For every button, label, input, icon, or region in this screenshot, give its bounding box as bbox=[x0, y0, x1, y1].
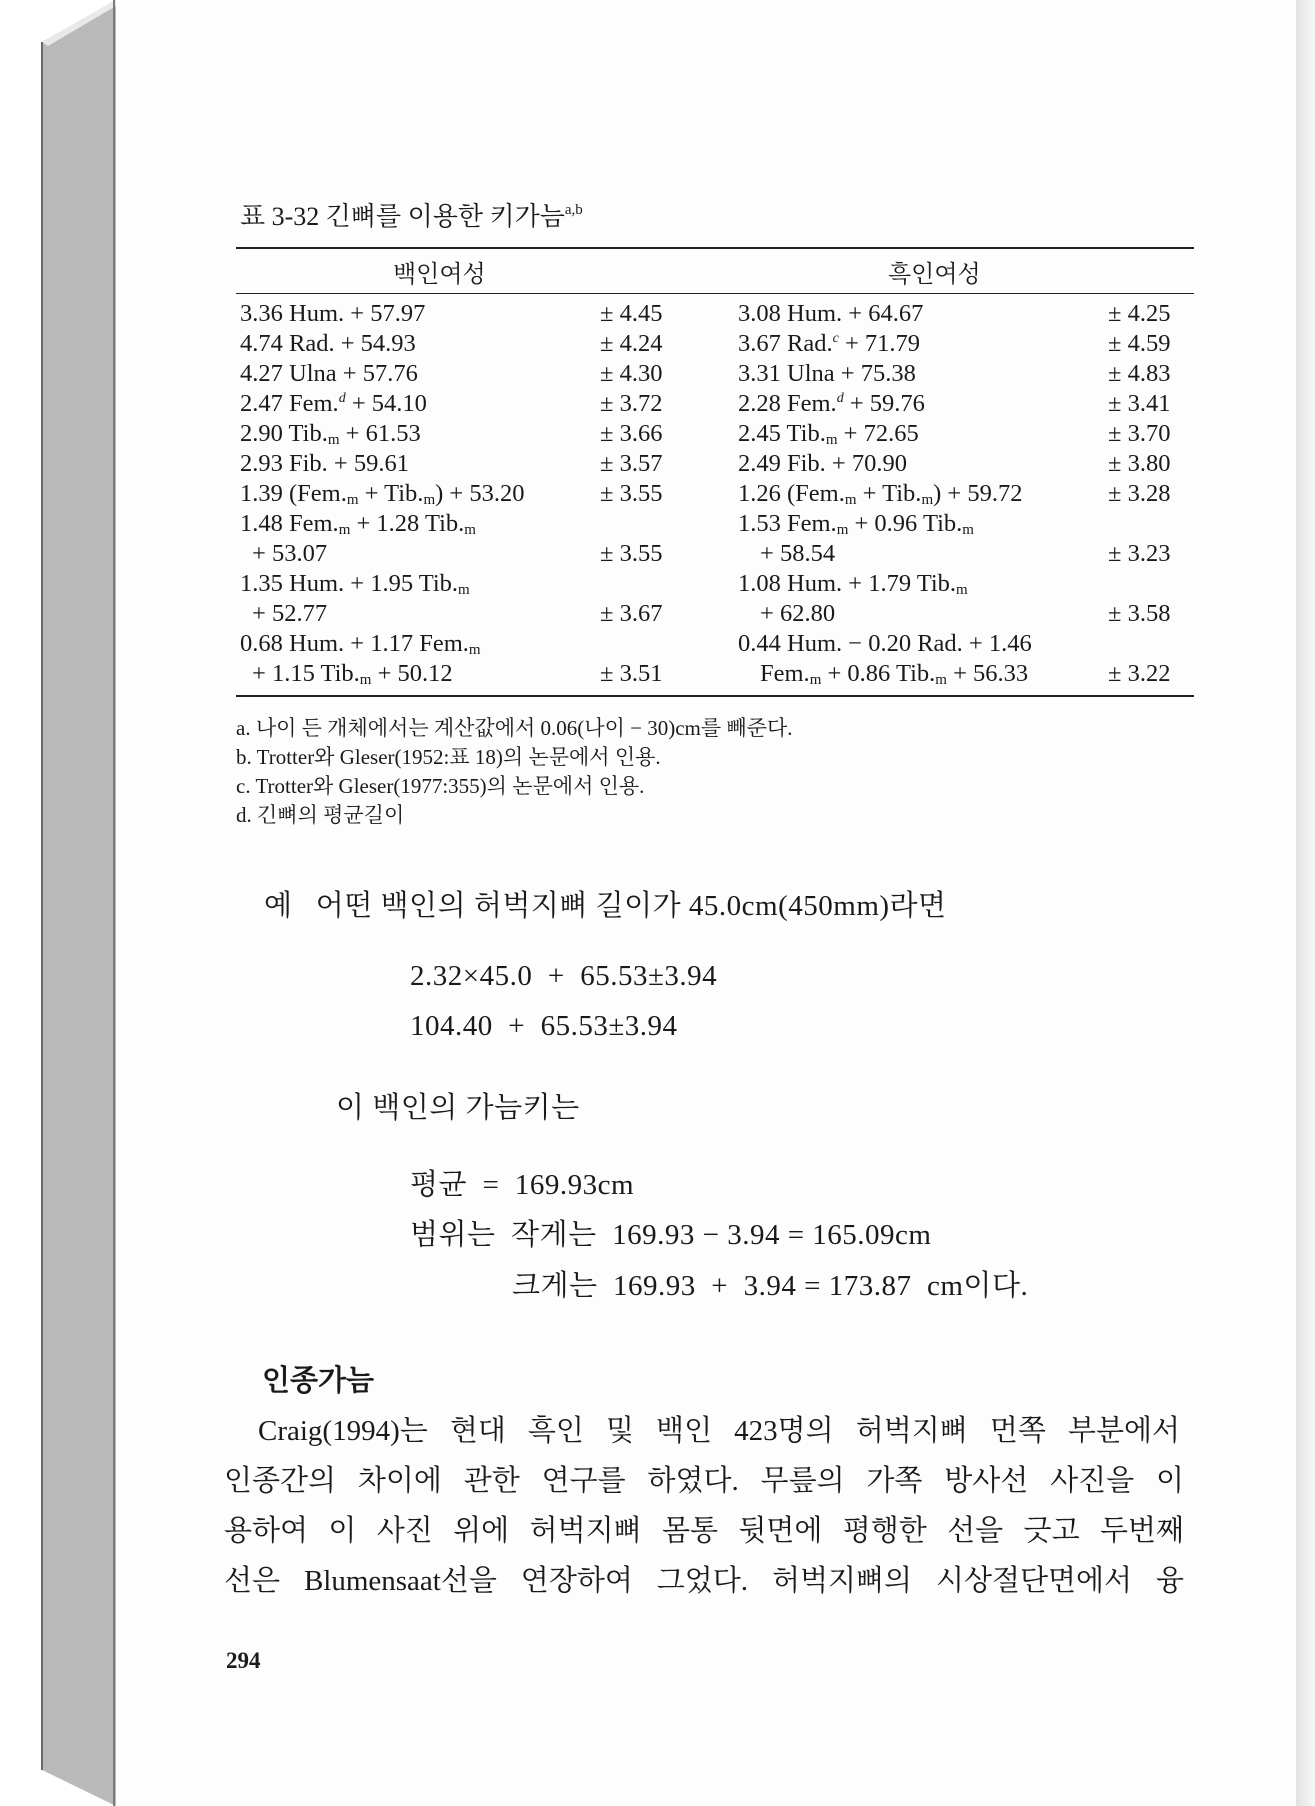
left-equation-cell: 2.47 Fem.$^d$ + 54.10 bbox=[240, 390, 427, 417]
left-equation-cell: 4.74 Rad. + 54.93 bbox=[240, 330, 416, 357]
left-equation-cell: 3.36 Hum. + 57.97 bbox=[240, 300, 426, 327]
right-error-cell: ± 4.83 bbox=[1108, 360, 1171, 387]
left-error-cell: ± 3.67 bbox=[600, 600, 663, 627]
example-mean: 평균 = 169.93cm bbox=[410, 1169, 635, 1201]
right-equation-cell: 2.45 $Tib._m + 72.65$ bbox=[738, 420, 919, 448]
table-row bbox=[0, 480, 1315, 510]
paragraph-line: 인종간의 차이에 관한 연구를 하였다. 무릎의 가쪽 방사선 사진을 이 bbox=[224, 1465, 1184, 1497]
paragraph-line: 선은 Blumensaat선을 연장하여 그었다. 허벅지뼈의 시상절단면에서 융 bbox=[224, 1565, 1184, 1597]
footnote: c. Trotter와 Gleser(1977:355)의 논문에서 인용. bbox=[236, 774, 645, 798]
right-equation-cell: 1.53 $Fem._m + 0.96$ $Tib._m$ bbox=[738, 510, 974, 538]
right-equation-cell: 1.08 Hum. + 1.79 $Tib._m$ bbox=[738, 570, 968, 598]
section-title: 인종가늠 bbox=[262, 1365, 375, 1397]
example-calc-line: 104.40 + 65.53±3.94 bbox=[410, 1010, 678, 1042]
paragraph-line: 용하여 이 사진 위에 허벅지뼈 몸통 뒷면에 평행한 선을 긋고 두번째 bbox=[224, 1515, 1184, 1547]
right-error-cell: ± 4.59 bbox=[1108, 330, 1171, 357]
table-caption: 표 3-32 긴뼈를 이용한 키가늠$^{a,b}$ bbox=[240, 202, 583, 231]
right-error-cell: ± 3.28 bbox=[1108, 480, 1171, 507]
example-range-low: 범위는 작게는 169.93 − 3.94 = 165.09cm bbox=[410, 1219, 932, 1251]
left-error-cell: ± 4.24 bbox=[600, 330, 663, 357]
table-row bbox=[0, 540, 1315, 570]
left-equation-cell: + 52.77 bbox=[252, 600, 328, 627]
left-equation-cell: 1.39 $(Fem._m + Tib._m) + 53.20$ bbox=[240, 480, 525, 508]
left-error-cell: ± 3.66 bbox=[600, 420, 663, 447]
table-row bbox=[0, 450, 1315, 480]
right-equation-cell: 0.44 Hum. − 0.20 Rad. + 1.46 bbox=[738, 630, 1032, 657]
left-equation-cell: 4.27 Ulna + 57.76 bbox=[240, 360, 418, 387]
left-error-cell: ± 3.55 bbox=[600, 540, 663, 567]
table-row bbox=[0, 510, 1315, 540]
right-error-cell: ± 3.70 bbox=[1108, 420, 1171, 447]
right-error-cell: ± 3.80 bbox=[1108, 450, 1171, 477]
example-calc-line: 2.32×45.0 + 65.53±3.94 bbox=[410, 960, 718, 992]
table-row bbox=[0, 360, 1315, 390]
right-error-cell: ± 3.22 bbox=[1108, 660, 1171, 687]
left-error-cell: ± 4.30 bbox=[600, 360, 663, 387]
left-equation-cell: 1.48 $Fem._m + 1.28$ $Tib._m$ bbox=[240, 510, 476, 538]
paragraph-line: Craig(1994)는 현대 흑인 및 백인 423명의 허벅지뼈 먼쪽 부분에서 bbox=[258, 1415, 1180, 1447]
example-intro: 예 어떤 백인의 허벅지뼈 길이가 45.0cm(450mm)라면 bbox=[264, 890, 947, 922]
right-equation-cell: $Fem._m + 0.86$ $Tib._m + 56.33$ bbox=[760, 660, 1029, 688]
table-top-rule bbox=[236, 247, 1194, 249]
group-header-right: 흑인여성 bbox=[888, 262, 981, 288]
right-error-cell: ± 3.23 bbox=[1108, 540, 1171, 567]
right-equation-cell: 2.49 Fib. + 70.90 bbox=[738, 450, 907, 477]
footnote: d. 긴뼈의 평균길이 bbox=[236, 803, 405, 827]
page-edge bbox=[1296, 0, 1315, 1806]
right-equation-cell: 3.67 Rad.$^c$ + 71.79 bbox=[738, 330, 921, 357]
group-header-left: 백인여성 bbox=[393, 262, 486, 288]
table-header-rule bbox=[236, 293, 1194, 294]
right-equation-cell: 1.26 $(Fem._m + Tib._m) + 59.72$ bbox=[738, 480, 1023, 508]
left-error-cell: ± 3.51 bbox=[600, 660, 663, 687]
left-equation-cell: 2.90 $Tib._m + 61.53$ bbox=[240, 420, 421, 448]
table-row bbox=[0, 300, 1315, 330]
table-row bbox=[0, 420, 1315, 450]
left-equation-cell: + 53.07 bbox=[252, 540, 328, 567]
right-error-cell: ± 4.25 bbox=[1108, 300, 1171, 327]
table-row bbox=[0, 630, 1315, 660]
left-equation-cell: 2.93 Fib. + 59.61 bbox=[240, 450, 409, 477]
table-row bbox=[0, 660, 1315, 690]
example-range-high: 크게는 169.93 + 3.94 = 173.87 cm이다. bbox=[512, 1270, 1029, 1302]
page-number: 294 bbox=[226, 1648, 261, 1673]
footnote: a. 나이 든 개체에서는 계산값에서 0.06(나이 − 30)cm를 빼준다. bbox=[236, 716, 793, 740]
right-equation-cell: 2.28 Fem.$^d$ + 59.76 bbox=[738, 390, 925, 417]
left-equation-cell: 0.68 Hum. + 1.17 $Fem._m$ bbox=[240, 630, 481, 658]
left-equation-cell: 1.35 Hum. + 1.95 $Tib._m$ bbox=[240, 570, 470, 598]
left-equation-cell: + 1.15 $Tib._m + 50.12$ bbox=[252, 660, 453, 688]
footnote: b. Trotter와 Gleser(1952:표 18)의 논문에서 인용. bbox=[236, 745, 661, 769]
right-equation-cell: + 62.80 bbox=[760, 600, 836, 627]
right-equation-cell: 3.31 Ulna + 75.38 bbox=[738, 360, 916, 387]
right-equation-cell: 3.08 Hum. + 64.67 bbox=[738, 300, 924, 327]
table-row bbox=[0, 570, 1315, 600]
table-bottom-rule bbox=[236, 695, 1194, 697]
left-error-cell: ± 4.45 bbox=[600, 300, 663, 327]
left-error-cell: ± 3.55 bbox=[600, 480, 663, 507]
right-error-cell: ± 3.41 bbox=[1108, 390, 1171, 417]
left-error-cell: ± 3.57 bbox=[600, 450, 663, 477]
right-equation-cell: + 58.54 bbox=[760, 540, 836, 567]
example-lead: 이 백인의 가늠키는 bbox=[336, 1092, 580, 1124]
left-error-cell: ± 3.72 bbox=[600, 390, 663, 417]
table-row bbox=[0, 600, 1315, 630]
right-error-cell: ± 3.58 bbox=[1108, 600, 1171, 627]
book-spine bbox=[0, 0, 116, 1806]
table-row bbox=[0, 390, 1315, 420]
table-row bbox=[0, 330, 1315, 360]
